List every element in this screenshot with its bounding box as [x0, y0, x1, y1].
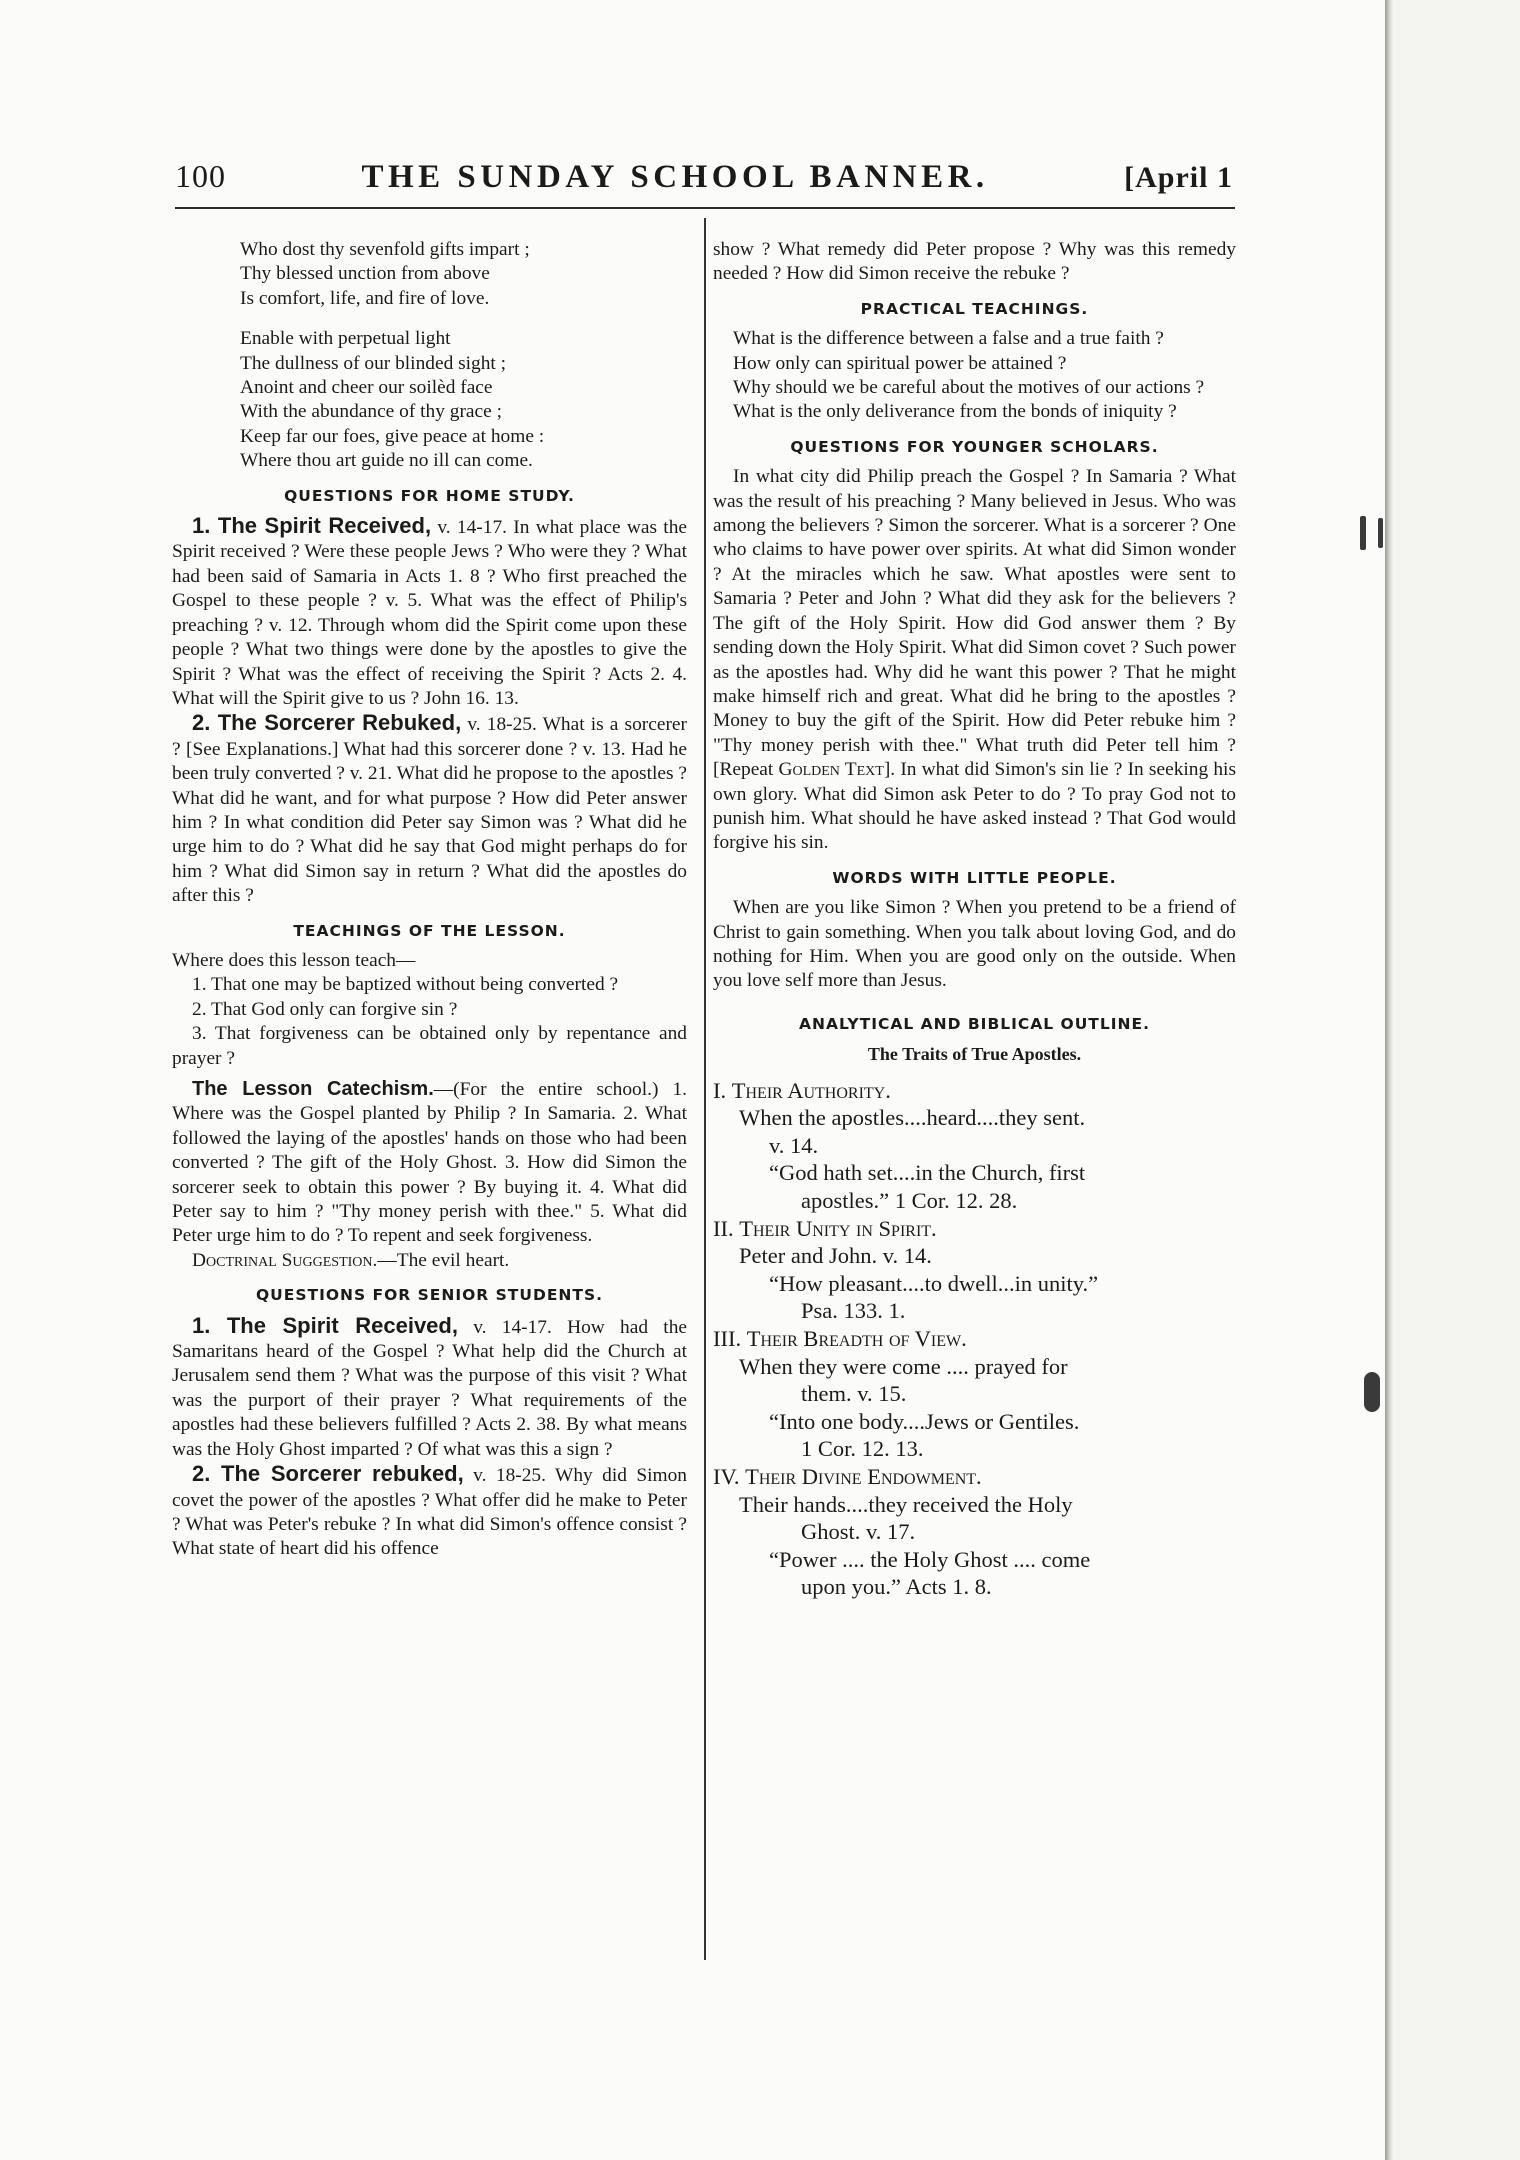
- column-divider: [704, 218, 706, 1960]
- little-people-paragraph: When are you like Simon ? When you pretend to be a friend of Christ to gain something. When you talk about loving God, and do nothing for Him. When you are good only on the outside. When you love self more than Jesus.: [713, 897, 1236, 992]
- issue-date: [April 1: [1124, 161, 1233, 194]
- outline-item: [713, 1325, 1236, 1353]
- binding-mark: [1360, 516, 1366, 550]
- catechism-text: —(For the entire school.) 1. Where was the Gospel planted by Philip ? In Samaria. 2. What followed the laying of the apostles' hands on those who had been converted ? The gift of the Holy Ghost. 3. How did Simon the sorcerer seek to obtain this power ? By buying it. 4. What did Peter say to him ? "Thy money perish with thee." 5. What did Peter urge him to do ? To repent and seek forgiveness.: [172, 1079, 687, 1247]
- outline-line: Their hands....they received the Holy: [739, 1491, 1073, 1517]
- section-heading: WORDS WITH LITTLE PEOPLE.: [832, 868, 1117, 887]
- doctrinal-suggestion: [172, 1249, 687, 1273]
- question-text: v. 18-25. What is a sorcerer ? [See Explanations.] What had this sorcerer done ? v. 13. Had he been truly converted ? v. 21. What did he propose to the apostles ? What did he want, and for what purpose ? How did Peter answer him ? In what condition did Peter say Simon was ? What did he urge him to do ? What did he say that God might perhaps do for him ? What did Simon say in return ? What did the apostles do after this ?: [172, 714, 687, 907]
- adjacent-page-margin: [1393, 0, 1520, 2160]
- page-number: 100: [175, 158, 226, 194]
- outline-title: Their Divine Endowment.: [745, 1463, 982, 1489]
- outline-line: When they were come .... prayed for: [739, 1353, 1068, 1379]
- younger-text: ]. In what did Simon's sin lie ? In seeking his own glory. What did Simon ask Peter to do ? To pray God not to punish him. What should he have asked instead ? That God would forgive his sin.: [713, 759, 1236, 854]
- outline: [713, 1077, 1236, 1601]
- subsection-title: 1. The Spirit Received,: [192, 513, 432, 539]
- subsection-title: 1. The Spirit Received,: [192, 1312, 458, 1338]
- outline-line: “God hath set....in the Church, first: [769, 1160, 1086, 1186]
- section-heading: QUESTIONS FOR SENIOR STUDENTS.: [255, 1286, 604, 1305]
- doctrinal-label: Doctrinal Suggestion.: [192, 1249, 378, 1271]
- question-paragraph: [172, 514, 687, 711]
- outline-item: [713, 1215, 1236, 1243]
- golden-text-label: Golden Text: [778, 759, 884, 781]
- practical-item: Why should we be careful about the motives of our actions ?: [733, 377, 1205, 399]
- verse-line: Is comfort, life, and fire of love.: [240, 287, 490, 309]
- outline-numeral: II.: [713, 1215, 734, 1241]
- practical-item: How only can spiritual power be attained ?: [733, 352, 1067, 374]
- verse-line: The dullness of our blinded sight ;: [240, 352, 507, 374]
- verse-line: Enable with perpetual light: [240, 328, 451, 350]
- doctrinal-text: —The evil heart.: [377, 1249, 510, 1271]
- outline-item: [713, 1077, 1236, 1105]
- outline-subheading: The Traits of True Apostles.: [867, 1044, 1082, 1065]
- left-column: [172, 238, 687, 1562]
- outline-item: [713, 1463, 1236, 1491]
- teaching-item: 1. That one may be baptized without being converted ?: [192, 974, 619, 996]
- outline-line: “How pleasant....to dwell...in unity.”: [769, 1270, 1099, 1296]
- outline-line: Ghost. v. 17.: [801, 1519, 916, 1545]
- practical-item: What is the difference between a false and a true faith ?: [733, 328, 1164, 350]
- outline-line: “Into one body....Jews or Gentiles.: [769, 1408, 1080, 1434]
- question-paragraph: [172, 1462, 687, 1562]
- outline-line: v. 14.: [769, 1132, 819, 1158]
- verse-line: With the abundance of thy grace ;: [240, 401, 502, 423]
- page-edge-shadow: [1385, 0, 1393, 2160]
- running-head: [175, 158, 1233, 204]
- outline-line: 1 Cor. 12. 13.: [801, 1436, 924, 1462]
- teaching-item: 2. That God only can forgive sin ?: [192, 998, 458, 1020]
- question-continuation: show ? What remedy did Peter propose ? Why was this remedy needed ? How did Simon receive the rebuke ?: [713, 239, 1236, 285]
- outline-line: apostles.” 1 Cor. 12. 28.: [801, 1187, 1018, 1213]
- section-heading: PRACTICAL TEACHINGS.: [860, 299, 1089, 318]
- question-text: v. 14-17. How had the Samaritans heard of the Gospel ? What help did the Church at Jerusalem send them ? What was the purpose of this visit ? What was the purport of their prayer ? What requirements of the apostles had these believers fulfilled ? Acts 2. 38. By what means was the Holy Ghost imparted ? Of what was this a sign ?: [172, 1316, 687, 1460]
- question-text: v. 14-17. In what place was the Spirit received ? Were these people Jews ? Who were they ? What had been said of Samaria in Acts 1. 8 ? Who first preached the Gospel to these people ? v. 5. What was the effect of Philip's preaching ? v. 12. Through whom did the Spirit come upon these people ? What two things were done by the apostles to give the Spirit ? What was the effect of receiving the Spirit ? Acts 2. 4. What will the Spirit give to us ? John 16. 13.: [172, 517, 687, 709]
- outline-title: Their Breadth of View.: [746, 1325, 967, 1351]
- binding-mark: [1378, 518, 1383, 548]
- subsection-title: 2. The Sorcerer rebuked,: [192, 1461, 464, 1487]
- outline-line: Peter and John. v. 14.: [739, 1243, 932, 1269]
- outline-line: Psa. 133. 1.: [801, 1298, 906, 1324]
- verse-line: Where thou art guide no ill can come.: [240, 450, 533, 472]
- right-column: [713, 238, 1236, 1601]
- teachings-intro: Where does this lesson teach—: [172, 949, 416, 971]
- outline-line: When the apostles....heard....they sent.: [739, 1105, 1086, 1131]
- practical-item: What is the only deliverance from the bonds of iniquity ?: [733, 401, 1177, 423]
- verse-line: Who dost thy sevenfold gifts impart ;: [240, 239, 530, 260]
- question-paragraph: [172, 711, 687, 908]
- section-heading: QUESTIONS FOR HOME STUDY.: [284, 486, 575, 505]
- verse-line: Keep far our foes, give peace at home :: [240, 425, 545, 447]
- masthead-title: THE SUNDAY SCHOOL BANNER.: [361, 159, 989, 195]
- section-heading: QUESTIONS FOR YOUNGER SCHOLARS.: [790, 437, 1159, 456]
- younger-text: In what city did Philip preach the Gospel ? In Samaria ? What was the result of his preaching ? Many believed in Jesus. Who was among the believers ? Simon the sorcerer. What is a sorcerer ? One who claims to have power over spirits. At what did Simon wonder ? At the miracles which he saw. What apostles were sent to Samaria ? Peter and John ? What did they ask for the believers ? The gift of the Holy Spirit. How did God answer them ? By sending down the Holy Spirit. What did Simon covet ? Such power as the apostles had. Why did he want this power ? That he might make himself rich and great. What did he bring to the apostles ? Money to buy the gift of the Spirit. How did Peter rebuke him ? "Thy money perish with thee." What truth did Peter tell him ? [Repeat: [713, 466, 1236, 781]
- catechism-title: The Lesson Catechism.: [192, 1078, 434, 1100]
- subsection-title: 2. The Sorcerer Rebuked,: [192, 710, 462, 736]
- hymn-stanza: [172, 238, 687, 474]
- outline-numeral: III.: [713, 1325, 742, 1351]
- header-rule: [175, 207, 1235, 209]
- section-heading: TEACHINGS OF THE LESSON.: [293, 921, 566, 940]
- question-text: v. 18-25. Why did Simon covet the power of the apostles ? What offer did he make to Peter ? What was Peter's rebuke ? In what did Simon's offence consist ? What state of heart did his offence: [172, 1465, 687, 1560]
- teaching-item: 3. That forgiveness can be obtained only by repentance and prayer ?: [172, 1023, 687, 1069]
- binding-mark: [1364, 1372, 1380, 1412]
- outline-title: Their Authority.: [731, 1077, 891, 1103]
- outline-line: them. v. 15.: [801, 1381, 907, 1407]
- outline-line: upon you.” Acts 1. 8.: [801, 1574, 992, 1600]
- verse-line: Thy blessed unction from above: [240, 263, 490, 285]
- catechism-paragraph: [172, 1077, 687, 1249]
- outline-numeral: I.: [713, 1077, 727, 1103]
- younger-paragraph: [713, 465, 1236, 856]
- verse-line: Anoint and cheer our soilèd face: [240, 377, 493, 399]
- question-paragraph: [172, 1314, 687, 1462]
- outline-numeral: IV.: [713, 1463, 740, 1489]
- section-heading: ANALYTICAL AND BIBLICAL OUTLINE.: [799, 1014, 1150, 1033]
- outline-line: “Power .... the Holy Ghost .... come: [769, 1546, 1091, 1572]
- outline-title: Their Unity in Spirit.: [739, 1215, 937, 1241]
